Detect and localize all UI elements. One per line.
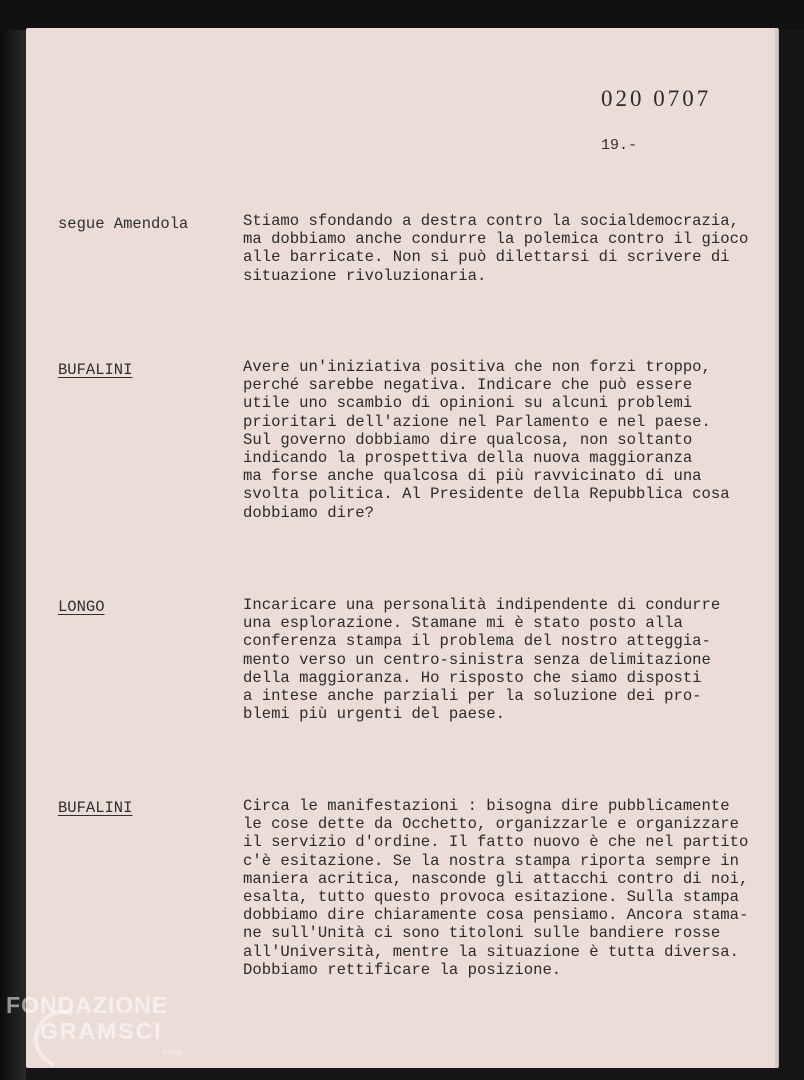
text-line: a intese anche parziali per la soluzione dei pro- [243,687,702,706]
text-line: maniera acritica, nasconde gli attacchi contro di noi, [243,869,749,888]
text-line: alle barricate. Non si può dilettarsi di scrivere di [243,248,730,267]
speaker-label: BUFALINI [58,799,133,817]
speech-block [243,212,763,285]
document-page [26,28,778,1068]
text-line: perché sarebbe negativa. Indicare che può essere [243,376,693,395]
text-line: situazione rivoluzionaria. [243,266,487,285]
text-line: svolta politica. Al Presidente della Repubblica cosa [243,485,730,504]
text-line: mento verso un centro-sinistra senza delimitazione [243,650,711,669]
text-line: della maggioranza. Ho risposto che siamo disposti [243,668,702,687]
speaker-label: segue Amendola [58,215,189,233]
watermark-suffix: onlus [163,1048,183,1057]
speech-block [243,596,763,723]
fondazione-gramsci-watermark [0,990,210,1070]
text-line: le cose dette da Occhetto, organizzarle e organizzare [243,815,739,834]
text-line: Circa le manifestazioni : bisogna dire pubblicamente [243,797,730,815]
text-line: prioritari dell'azione nel Parlamento e nel paese. [243,412,711,431]
text-line: ma forse anche qualcosa di più ravvicinato di una [243,467,702,486]
speech-block [243,358,763,522]
text-line: Dobbiamo rettificare la posizione. [243,960,562,979]
text-line: Stiamo sfondando a destra contro la socialdemocrazia, [243,212,739,230]
text-line: esalta, tutto questo provoca esitazione. Sulla stampa [243,888,739,907]
scan-top-border [0,0,804,30]
text-line: una esplorazione. Stamane mi è stato posto alla [243,614,683,633]
speaker-label: LONGO [58,598,105,616]
speech-block [243,797,763,979]
text-line: blemi più urgenti del paese. [243,705,506,724]
archive-reference-number: 020 0707 [601,86,712,111]
text-line: dobbiamo dire? [243,503,375,522]
text-line: Avere un'iniziativa positiva che non forzi troppo, [243,358,711,376]
text-line: indicando la prospettiva della nuova maggioranza [243,449,693,468]
watermark-line-1: FONDAZIONE [6,992,169,1018]
text-line: c'è esitazione. Se la nostra stampa riporta sempre in [243,851,739,870]
text-line: dobbiamo dire chiaramente cosa pensiamo. Ancora stama- [243,906,749,925]
text-line: ne sull'Unità ci sono titoloni sulle bandiere rosse [243,924,721,943]
text-line: conferenza stampa il problema del nostro atteggia- [243,632,711,651]
page-edge [775,28,778,1068]
text-line: all'Università, mentre la situazione è tutta diversa. [243,942,739,961]
text-line: utile uno scambio di opinioni su alcuni problemi [243,394,693,413]
text-line: Sul governo dobbiamo dire qualcosa, non soltanto [243,430,693,449]
scan-left-shadow [0,30,26,1080]
text-line: Incaricare una personalità indipendente di condurre [243,596,721,614]
watermark-line-2: GRAMSCI [40,1018,163,1044]
text-line: ma dobbiamo anche condurre la polemica contro il gioco [243,230,749,249]
speaker-label: BUFALINI [58,361,133,379]
text-line: il servizio d'ordine. Il fatto nuovo è che nel partito [243,833,749,852]
page-number: 19.- [601,137,638,154]
